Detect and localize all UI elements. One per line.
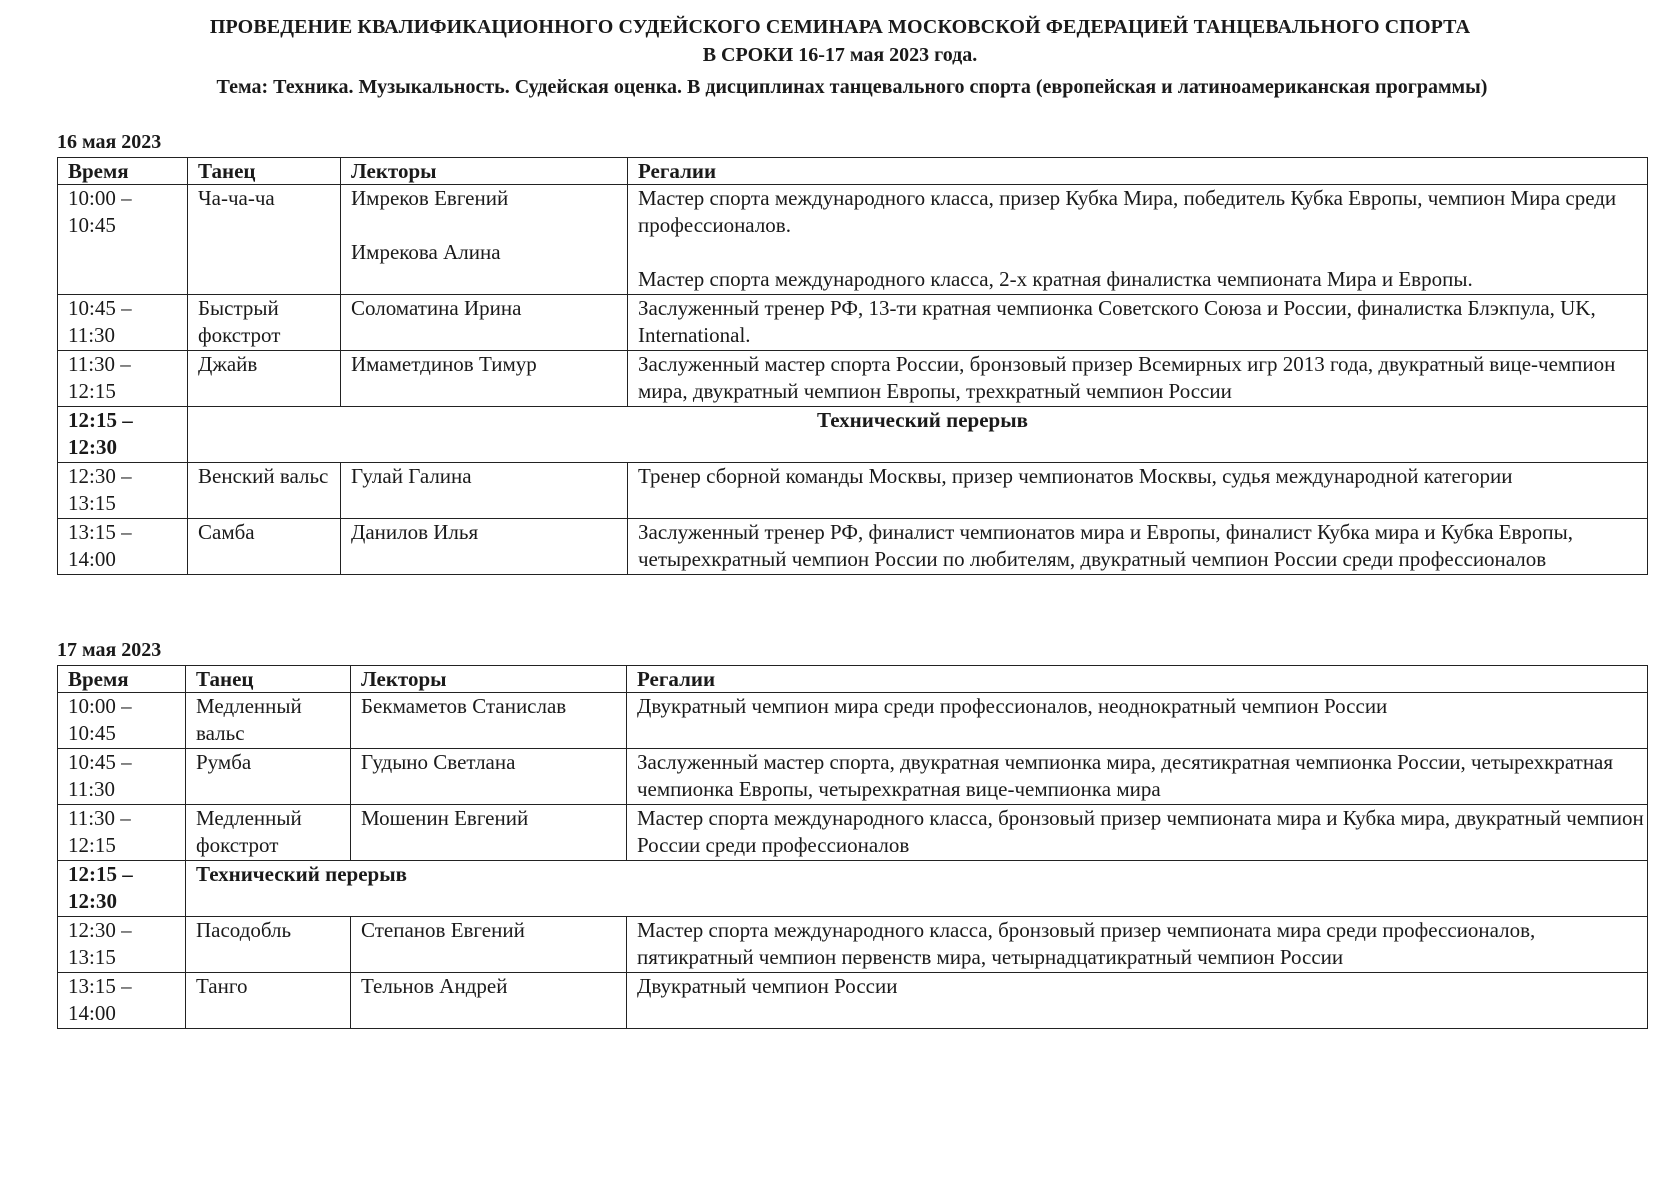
table-row xyxy=(58,295,1648,351)
regalia-cell: Заслуженный тренер РФ, 13-ти кратная чемпионка Советского Союза и России, финалистка Блэкпула, UK, International. xyxy=(628,295,1648,351)
col-dance-header: Танец xyxy=(186,666,351,693)
document-topic: Тема: Техника. Музыкальность. Судейская оценка. В дисциплинах танцевального спорта (европейская и латиноамериканская программы) xyxy=(216,76,1488,98)
time-cell: 13:15 – 14:00 xyxy=(58,519,188,575)
table-row xyxy=(58,463,1648,519)
time-cell: 10:00 – 10:45 xyxy=(58,185,188,295)
time-cell: 11:30 – 12:15 xyxy=(58,805,186,861)
dance-cell: Румба xyxy=(186,749,351,805)
lecturer-cell: Имаметдинов Тимур xyxy=(341,351,628,407)
table-row xyxy=(58,749,1648,805)
break-row xyxy=(58,407,1648,463)
regalia-cell: Тренер сборной команды Москвы, призер чемпионатов Москвы, судья международной категории xyxy=(628,463,1648,519)
time-cell: 10:45 – 11:30 xyxy=(58,749,186,805)
dance-cell: Самба xyxy=(188,519,341,575)
time-cell: 10:45 – 11:30 xyxy=(58,295,188,351)
col-time-header: Время xyxy=(58,158,188,185)
break-row xyxy=(58,861,1648,917)
lecturer-cell: Имреков Евгений Имрекова Алина xyxy=(341,185,628,295)
col-time-header: Время xyxy=(58,666,186,693)
time-cell: 10:00 – 10:45 xyxy=(58,693,186,749)
dance-cell: Ча-ча-ча xyxy=(188,185,341,295)
col-lecturers-header: Лекторы xyxy=(341,158,628,185)
time-cell: 11:30 – 12:15 xyxy=(58,351,188,407)
table-row xyxy=(58,351,1648,407)
col-lecturers-header: Лекторы xyxy=(351,666,627,693)
time-cell: 12:15 – 12:30 xyxy=(58,861,186,917)
table-row xyxy=(58,973,1648,1029)
document-title: ПРОВЕДЕНИЕ КВАЛИФИКАЦИОННОГО СУДЕЙСКОГО СЕМИНАРА МОСКОВСКОЙ ФЕДЕРАЦИЕЙ ТАНЦЕВАЛЬНОГО СПОРТА xyxy=(209,16,1471,38)
day2-date: 17 мая 2023 xyxy=(57,639,162,661)
time-cell: 12:30 – 13:15 xyxy=(58,463,188,519)
dance-cell: Медленный фокстрот xyxy=(186,805,351,861)
dance-cell: Медленный вальс xyxy=(186,693,351,749)
dance-cell: Танго xyxy=(186,973,351,1029)
regalia-cell: Заслуженный мастер спорта России, бронзовый призер Всемирных игр 2013 года, двукратный вице-чемпион мира, двукратный чемпион Европы, трехкратный чемпион России xyxy=(628,351,1648,407)
time-cell: 12:15 – 12:30 xyxy=(58,407,188,463)
dance-cell: Джайв xyxy=(188,351,341,407)
table-row xyxy=(58,805,1648,861)
lecturer-cell: Соломатина Ирина xyxy=(341,295,628,351)
lecturer-cell: Степанов Евгений xyxy=(351,917,627,973)
table-row xyxy=(58,917,1648,973)
regalia-cell: Мастер спорта международного класса, бронзовый призер чемпионата мира среди профессионалов, пятикратный чемпион первенств мира, четырнадцатикратный чемпион России xyxy=(627,917,1648,973)
regalia-cell: Двукратный чемпион мира среди профессионалов, неоднократный чемпион России xyxy=(627,693,1648,749)
col-regalia-header: Регалии xyxy=(627,666,1648,693)
table-header-row xyxy=(58,158,1648,185)
regalia-cell: Заслуженный тренер РФ, финалист чемпионатов мира и Европы, финалист Кубка мира и Кубка Европы, четырехкратный чемпион России по любителям, двукратный чемпион России среди профессионалов xyxy=(628,519,1648,575)
table-row xyxy=(58,519,1648,575)
document-dates: В СРОКИ 16-17 мая 2023 года. xyxy=(702,44,978,66)
lecturer-cell: Тельнов Андрей xyxy=(351,973,627,1029)
regalia-cell: Двукратный чемпион России xyxy=(627,973,1648,1029)
break-label: Технический перерыв xyxy=(186,861,1648,917)
break-label: Технический перерыв xyxy=(188,407,1648,463)
col-dance-header: Танец xyxy=(188,158,341,185)
lecturer-cell: Гудыно Светлана xyxy=(351,749,627,805)
regalia-cell: Мастер спорта международного класса, призер Кубка Мира, победитель Кубка Европы, чемпион Мира среди профессионалов. Мастер спорта международного класса, 2-х кратная финалистка чемпионата Мира и Европы. xyxy=(628,185,1648,295)
regalia-cell: Заслуженный мастер спорта, двукратная чемпионка мира, десятикратная чемпионка России, четырехкратная чемпионка Европы, четырехкратная вице-чемпионка мира xyxy=(627,749,1648,805)
regalia-cell: Мастер спорта международного класса, бронзовый призер чемпионата мира и Кубка мира, двукратный чемпион России среди профессионалов xyxy=(627,805,1648,861)
lecturer-cell: Гулай Галина xyxy=(341,463,628,519)
table-header-row xyxy=(58,666,1648,693)
lecturer-cell: Данилов Илья xyxy=(341,519,628,575)
table-row xyxy=(58,185,1648,295)
dance-cell: Быстрый фокстрот xyxy=(188,295,341,351)
dance-cell: Венский вальс xyxy=(188,463,341,519)
dance-cell: Пасодобль xyxy=(186,917,351,973)
day1-table xyxy=(57,157,1648,575)
lecturer-cell: Мошенин Евгений xyxy=(351,805,627,861)
time-cell: 13:15 – 14:00 xyxy=(58,973,186,1029)
day2-table xyxy=(57,665,1648,1029)
table-row xyxy=(58,693,1648,749)
day1-date: 16 мая 2023 xyxy=(57,131,162,153)
col-regalia-header: Регалии xyxy=(628,158,1648,185)
time-cell: 12:30 – 13:15 xyxy=(58,917,186,973)
lecturer-cell: Бекмаметов Станислав xyxy=(351,693,627,749)
